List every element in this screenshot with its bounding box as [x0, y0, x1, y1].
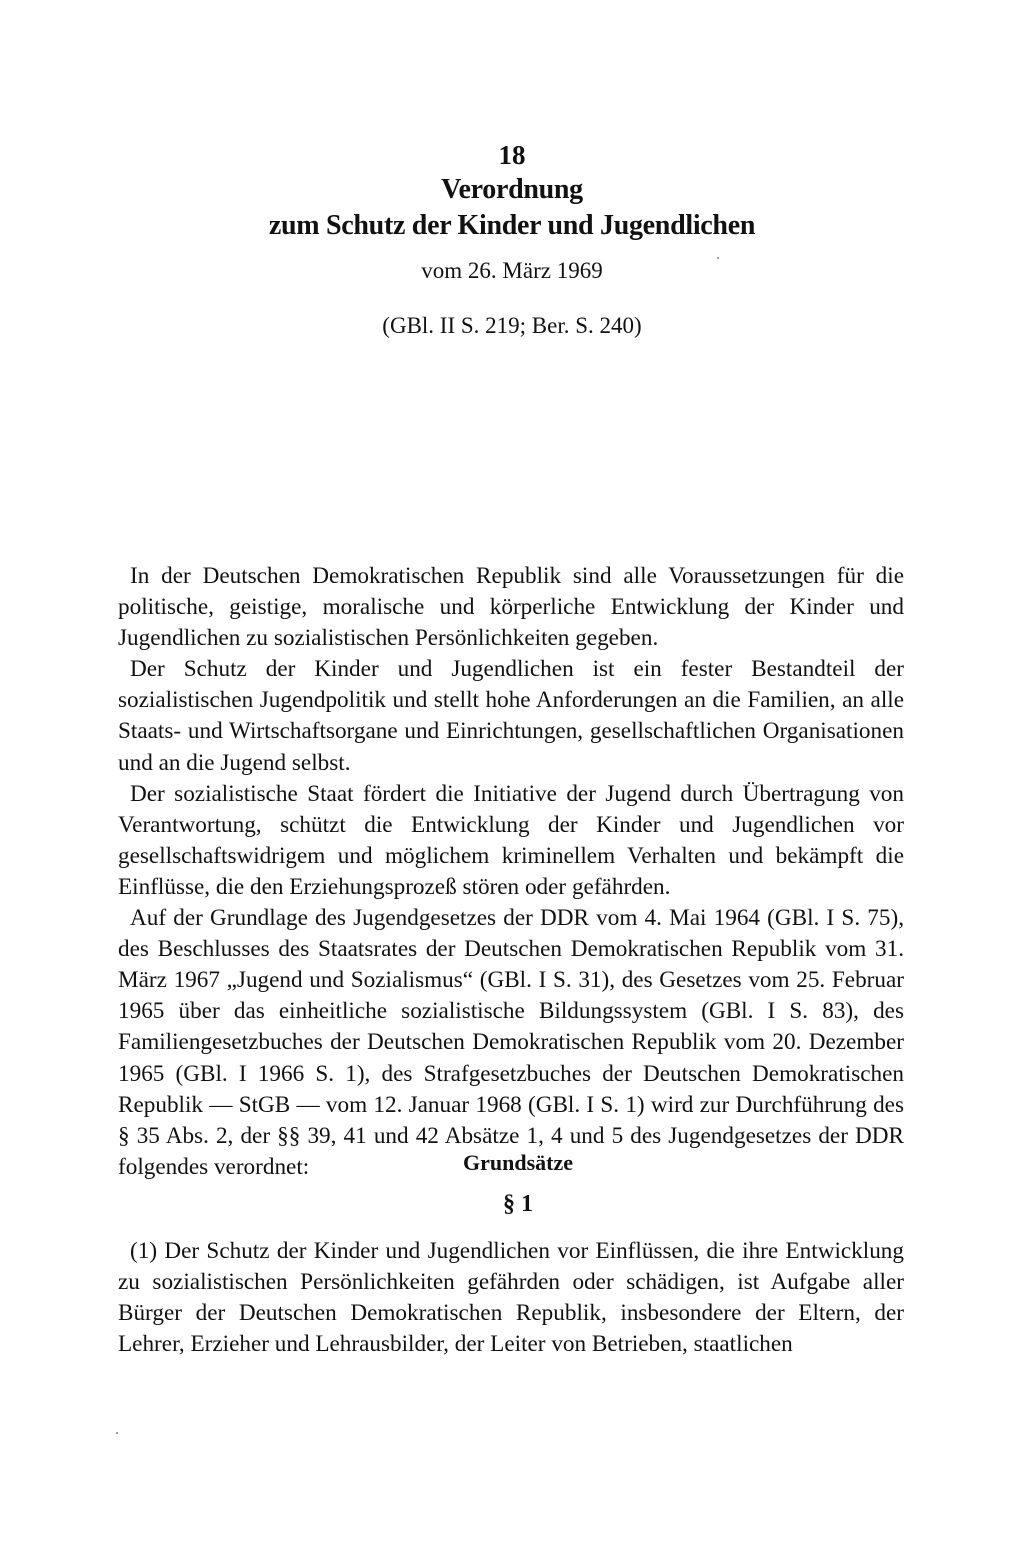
decree-title-line-2: zum Schutz der Kinder und Jugendlichen: [268, 210, 756, 241]
decree-date: vom 26. März 1969: [421, 258, 603, 283]
preamble-paragraph: Auf der Grundlage des Jugendgesetzes der DDR vom 4. Mai 1964 (GBl. I S. 75), des Beschlusses des Staatsrates der Deutschen Demokratischen Republik vom 31. März 1967 „Jugend und Sozialismus“ (GBl. I S. 31), des Gesetzes vom 25. Februar 1965 über das einheitliche sozialistische Bildungssystem (GBl. I S. 83), des Familiengesetzbuches der Deutschen Demokratischen Republik vom 20. Dezember 1965 (GBl. I 1966 S. 1), des Strafgesetzbuches der Deutschen Demokratischen Republik — StGB — vom 12. Januar 1968 (GBl. I S. 1) wird zur Durchführung des § 35 Abs. 2, der §§ 39, 41 und 42 Absätze 1, 4 und 5 des Jugendgesetzes der DDR folgendes verordnet:: [118, 905, 904, 1180]
paragraph-mark: § 1: [503, 1191, 533, 1217]
section-heading: Grundsätze: [463, 1150, 573, 1175]
decree-title-line-1: Verordnung: [441, 174, 583, 205]
scan-speck: [717, 257, 719, 259]
decree-number: 18: [498, 140, 526, 170]
preamble-paragraph: Der Schutz der Kinder und Jugendlichen ist ein fester Bestandteil der sozialistischen Jugendpolitik und stellt hohe Anforderungen an die Familien, an alle Staats- und Wirtschaftsorgane und Einrichtungen, gesellschaftlichen Organisationen und an die Jugend selbst.: [118, 656, 904, 776]
preamble: [118, 561, 904, 1183]
section-paragraph: [118, 1236, 904, 1360]
preamble-paragraph: In der Deutschen Demokratischen Republik sind alle Voraussetzungen für die politische, geistige, moralische und körperliche Entwicklung der Kinder und Jugendlichen zu sozialistischen Persönlichkeiten gegeben.: [118, 563, 904, 652]
preamble-paragraph: Der sozialistische Staat fördert die Initiative der Jugend durch Übertragung von Verantwortung, schützt die Entwicklung der Kinder und Jugendlichen vor gesellschaftswidrigem und möglichem kriminellem Verhalten und bekämpft die Einflüsse, die den Erziehungsprozeß stören oder gefährden.: [118, 780, 904, 900]
paragraph-1-text: (1) Der Schutz der Kinder und Jugendlichen vor Einflüssen, die ihre Entwicklung zu sozialistischen Persönlichkeiten gefährden oder schädigen, ist Aufgabe aller Bürger der Deutschen Demokratischen Republik, insbesondere der Eltern, der Lehrer, Erzieher und Lehrausbilder, der Leiter von Betrieben, staatlichen: [118, 1238, 904, 1358]
scan-speck: [116, 1432, 118, 1434]
decree-source-reference: (GBl. II S. 219; Ber. S. 240): [382, 313, 642, 338]
